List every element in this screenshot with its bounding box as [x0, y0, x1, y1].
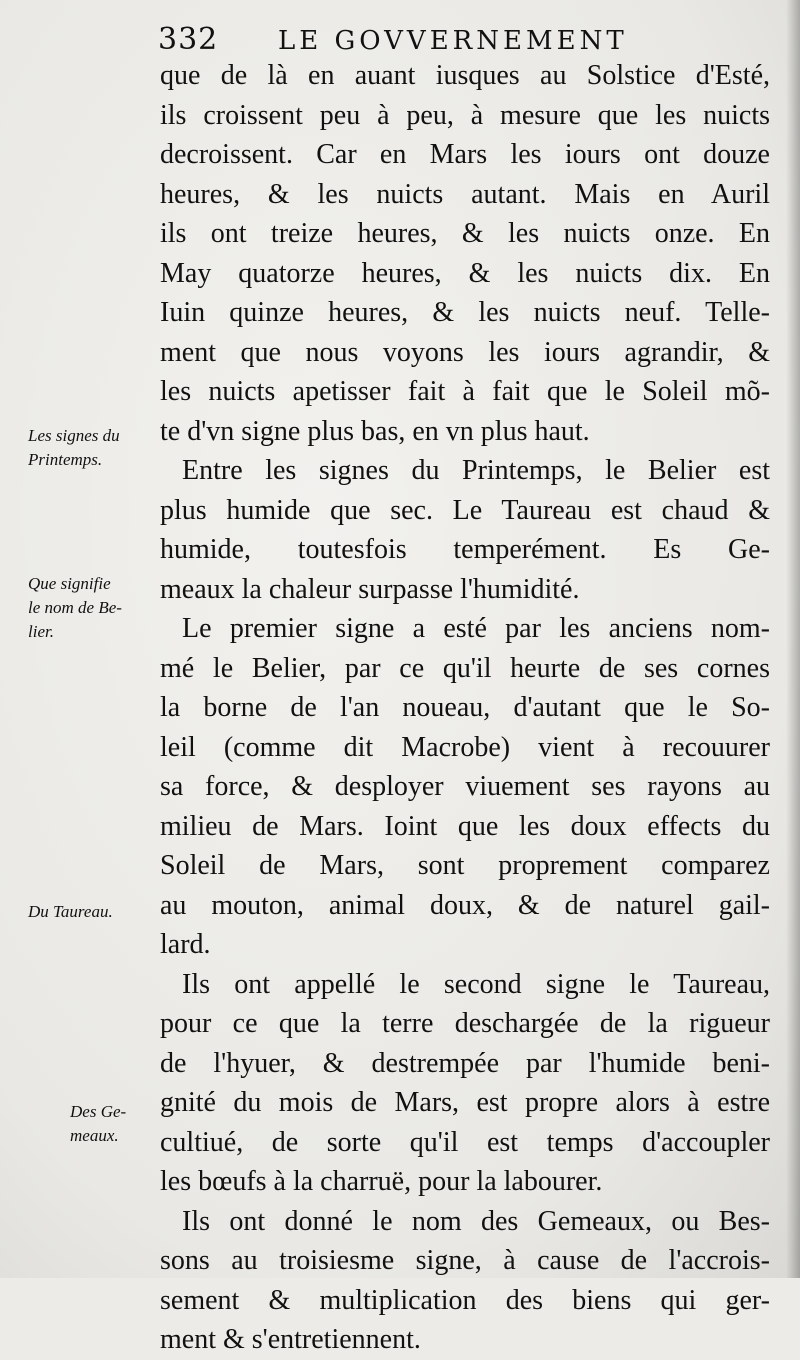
- text-line: Ils ont donné le nom des Gemeaux, ou Bes-: [182, 1205, 770, 1237]
- note-belier: [28, 572, 158, 644]
- text-line: cultiué, de sorte qu'il est temps d'accoupler: [160, 1126, 770, 1158]
- page-gutter-shadow: [786, 0, 800, 1278]
- text-line: ils croissent peu à peu, à mesure que les nuicts: [160, 99, 770, 131]
- text-line: la borne de l'an noueau, d'autant que le So-: [160, 692, 770, 723]
- note-line: Du Taureau.: [28, 902, 113, 921]
- text-line: que de là en auant iusques au Solstice d'Esté,: [160, 60, 770, 91]
- page-number: 332: [158, 22, 219, 57]
- note-line: le nom de Be-: [28, 598, 122, 617]
- text-line: ils ont treize heures, & les nuicts onze. En: [160, 218, 770, 249]
- text-line: te d'vn signe plus bas, en vn plus haut.: [160, 415, 590, 447]
- note-line: Que signifie: [28, 574, 111, 593]
- text-line: decroissent. Car en Mars les iours ont douze: [160, 139, 770, 170]
- text-line: gnité du mois de Mars, est propre alors à estre: [160, 1087, 770, 1118]
- text-line: sa force, & desployer viuement ses rayons au: [160, 771, 770, 802]
- note-taureau: [28, 900, 158, 924]
- text-line: heures, & les nuicts autant. Mais en Auril: [160, 178, 770, 210]
- text-line: sement & multiplication des biens qui ger-: [160, 1284, 770, 1316]
- note-signes-printemps: [28, 424, 158, 472]
- text-line: ment que nous voyons les iours agrandir, &: [160, 336, 770, 368]
- body-text: [160, 56, 770, 1360]
- text-line: Entre les signes du Printemps, le Belier est: [182, 455, 770, 486]
- text-line: Ils ont appellé le second signe le Taureau,: [182, 968, 770, 1000]
- text-line: lard.: [160, 929, 211, 960]
- text-line: les nuicts apetisser fait à fait que le Soleil mõ-: [160, 376, 770, 407]
- text-line: plus humide que sec. Le Taureau est chaud &: [160, 494, 770, 526]
- note-line: Les signes du: [28, 426, 120, 445]
- text-line: au mouton, animal doux, & de naturel gail-: [160, 889, 770, 921]
- text-line: May quatorze heures, & les nuicts dix. En: [160, 257, 770, 289]
- text-line: mé le Belier, par ce qu'il heurte de ses cornes: [160, 652, 770, 684]
- text-line: Iuin quinze heures, & les nuicts neuf. Telle-: [160, 297, 770, 328]
- text-line: humide, toutesfois temperément. Es Ge-: [160, 534, 770, 565]
- note-line: Printemps.: [28, 450, 103, 469]
- text-line: pour ce que la terre deschargée de la rigueur: [160, 1008, 770, 1039]
- note-line: meaux.: [70, 1126, 119, 1145]
- running-title: LE GOVVERNEMENT: [278, 26, 628, 56]
- text-line: leil (comme dit Macrobe) vient à recouurer: [160, 731, 770, 763]
- text-line: de l'hyuer, & destrempée par l'humide beni-: [160, 1047, 770, 1079]
- text-line: sons au troisiesme signe, à cause de l'accrois-: [160, 1245, 770, 1276]
- text-line: milieu de Mars. Ioint que les doux effects du: [160, 810, 770, 842]
- text-line: meaux la chaleur surpasse l'humidité.: [160, 573, 580, 605]
- text-line: Soleil de Mars, sont proprement comparez: [160, 850, 770, 881]
- text-line: ment & s'entretiennent.: [160, 1324, 421, 1355]
- note-line: lier.: [28, 622, 54, 641]
- text-line: Le premier signe a esté par les anciens nom-: [182, 613, 770, 644]
- text-line: les bœufs à la charruë, pour la labourer.: [160, 1166, 603, 1197]
- note-line: Des Ge-: [70, 1102, 127, 1121]
